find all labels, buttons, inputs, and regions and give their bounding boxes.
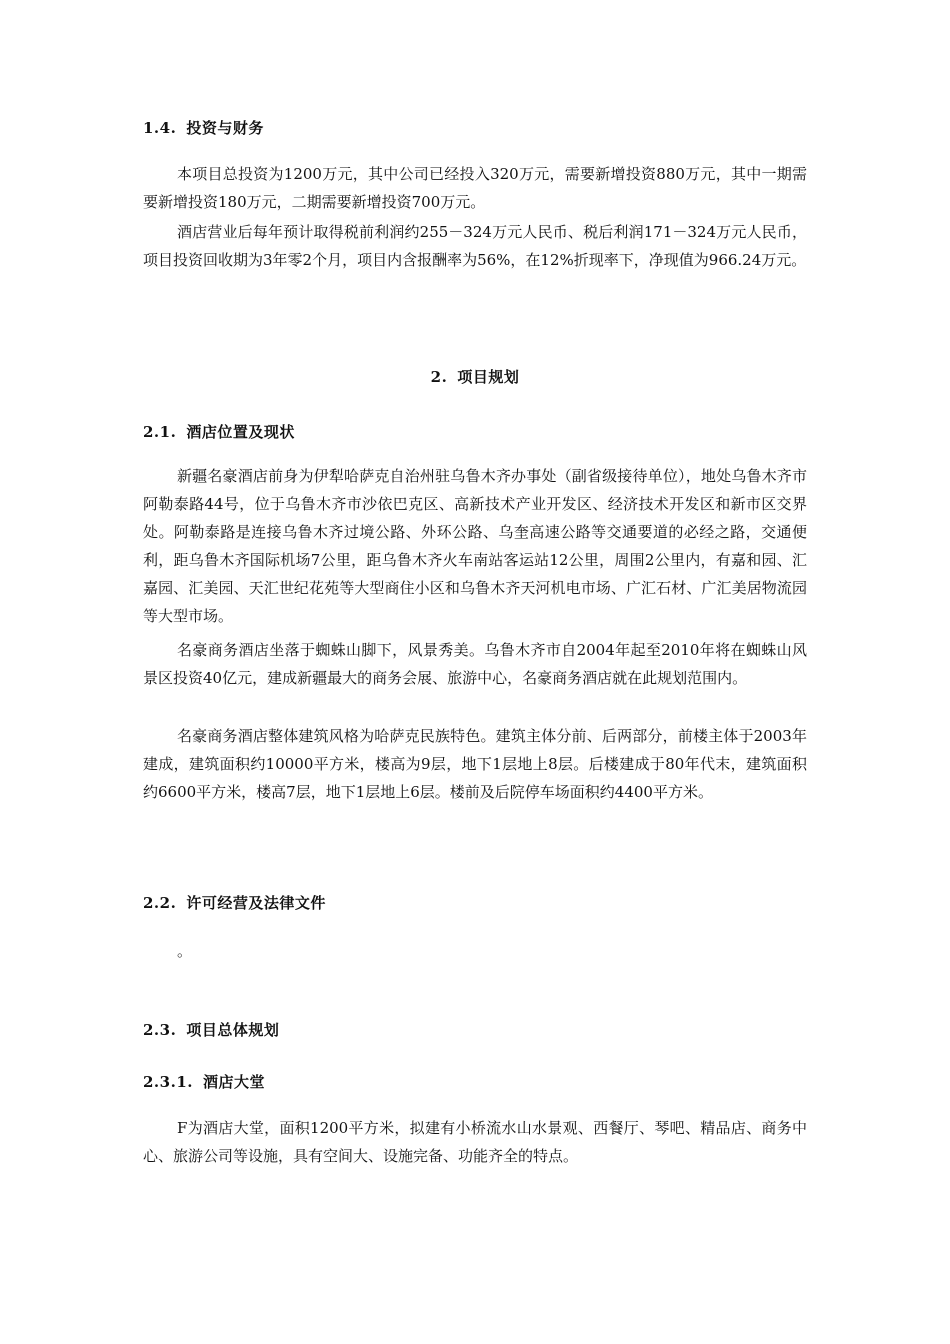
paragraph-hotel-scenery: 名豪商务酒店坐落于蜘蛛山脚下，风景秀美。乌鲁木齐市自2004年起至2010年将在蜘蛛山风景区投资40亿元，建成新疆最大的商务会展、旅游中心，名豪商务酒店就在此规划范围内。 [143, 641, 807, 687]
paragraph-hotel-lobby: F为酒店大堂，面积1200平方米，拟建有小桥流水山水景观、西餐厅、琴吧、精品店、商务中心、旅游公司等设施，具有空间大、设施完备、功能齐全的特点。 [143, 1119, 807, 1165]
heading-number: 2. [430, 368, 448, 386]
paragraph-investment-returns: 酒店营业后每年预计取得税前利润约255－324万元人民币、税后利润171－324万元人民币，项目投资回收期为3年零2个月，项目内含报酬率为56%，在12%折现率下，净现值为966.24万元。 [143, 223, 807, 269]
heading-title: 投资与财务 [186, 119, 264, 137]
heading-1-4 [143, 117, 264, 138]
heading-2-3-1 [143, 1071, 265, 1092]
heading-number: 2.1. [143, 423, 177, 441]
heading-title: 项目总体规划 [186, 1021, 280, 1039]
heading-number: 1.4. [143, 119, 177, 137]
heading-number: 2.2. [143, 894, 177, 912]
heading-title: 酒店位置及现状 [186, 423, 295, 441]
heading-title: 项目规划 [457, 368, 520, 386]
paragraph-investment-total: 本项目总投资为1200万元，其中公司已经投入320万元，需要新增投资880万元，其中一期需要新增投资180万元，二期需要新增投资700万元。 [143, 165, 807, 211]
paragraph-permits: 。 [177, 942, 193, 960]
heading-title: 许可经营及法律文件 [186, 894, 326, 912]
paragraph-hotel-building: 名豪商务酒店整体建筑风格为哈萨克民族特色。建筑主体分前、后两部分，前楼主体于2003年建成，建筑面积约10000平方米，楼高为9层，地下1层地上8层。后楼建成于80年代末，建筑面积约6600平方米，楼高7层，地下1层地上6层。楼前及后院停车场面积约4400平方米。 [143, 727, 807, 801]
heading-number: 2.3. [143, 1021, 177, 1039]
heading-2 [0, 366, 950, 387]
heading-number: 2.3.1. [143, 1073, 193, 1091]
heading-2-2 [143, 892, 326, 913]
heading-2-1 [143, 421, 295, 442]
paragraph-hotel-location: 新疆名豪酒店前身为伊犁哈萨克自治州驻乌鲁木齐办事处（副省级接待单位），地处乌鲁木齐市阿勒泰路44号，位于乌鲁木齐市沙依巴克区、高新技术产业开发区、经济技术开发区和新市区交界处。阿勒泰路是连接乌鲁木齐过境公路、外环公路、乌奎高速公路等交通要道的必经之路，交通便利，距乌鲁木齐国际机场7公里，距乌鲁木齐火车南站客运站12公里，周围2公里内，有嘉和园、汇嘉园、汇美园、天汇世纪花苑等大型商住小区和乌鲁木齐天河机电市场、广汇石材、广汇美居物流园等大型市场。 [143, 467, 807, 625]
heading-2-3 [143, 1019, 279, 1040]
heading-title: 酒店大堂 [202, 1073, 265, 1091]
